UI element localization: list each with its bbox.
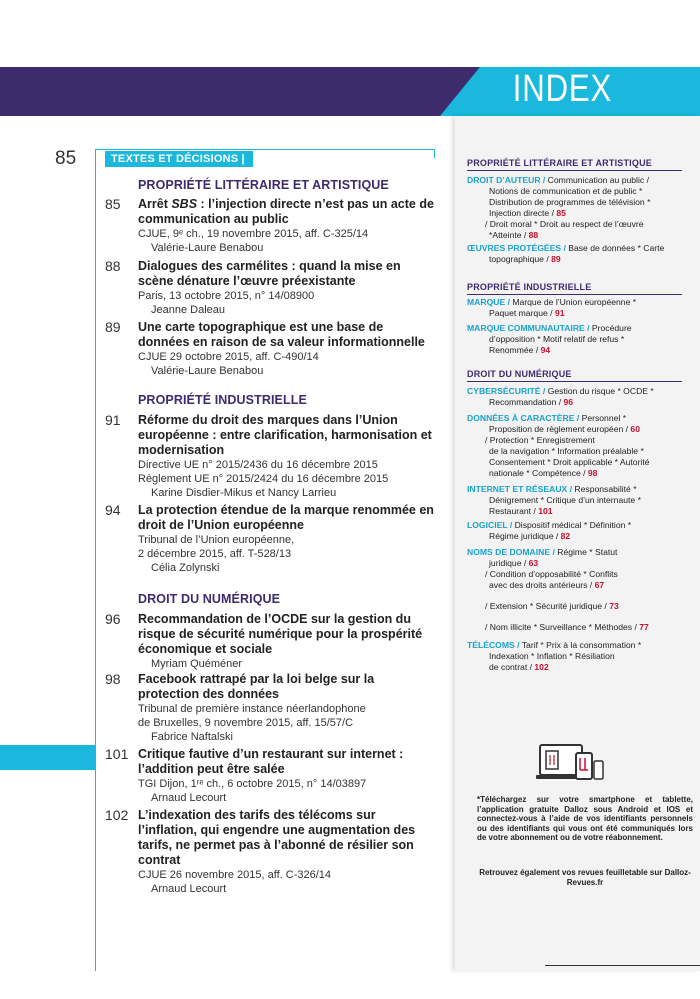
index-divider bbox=[467, 170, 682, 171]
index-keyword[interactable]: TÉLÉCOMS / bbox=[467, 640, 520, 650]
entry-title: Réforme du droit des marques dans l’Union européenne : entre clarification, harmonisation et modernisation bbox=[138, 413, 432, 457]
entry-ref: CJUE, 9ᵉ ch., 19 novembre 2015, aff. C-325/14 bbox=[138, 228, 369, 240]
index-page[interactable]: 67 bbox=[594, 580, 605, 590]
index-keyword[interactable]: DONNÉES À CARACTÈRE / bbox=[467, 413, 580, 423]
index-text: *Atteinte / bbox=[489, 230, 527, 240]
index-keyword[interactable]: INTERNET ET RÉSEAUX / bbox=[467, 484, 573, 494]
index-page[interactable]: 94 bbox=[540, 345, 551, 355]
toc-entry[interactable] bbox=[138, 413, 438, 500]
index-entry bbox=[467, 520, 689, 542]
index-text: juridique / bbox=[489, 558, 527, 568]
index-text: Indexation * Inflation * Résiliation bbox=[489, 651, 615, 661]
toc-entry[interactable] bbox=[138, 503, 438, 575]
index-keyword[interactable]: CYBERSÉCURITÉ / bbox=[467, 386, 546, 396]
toc-tag: TEXTES ET DÉCISIONS | bbox=[105, 151, 253, 167]
index-entry bbox=[467, 413, 689, 479]
app-promo-text: *Téléchargez sur votre smartphone et tablette, l’application gratuite Dalloz sous Android et IOS et connectez-vous à l’aide de vos identifiants personnels ou des identifiants qui vous ont été communiqués lors de votre abonnement ou de votre réabonnement. bbox=[477, 795, 693, 843]
index-page[interactable]: 63 bbox=[528, 558, 539, 568]
entry-ref: Directive UE n° 2015/2436 du 16 décembre 2015 bbox=[138, 459, 378, 471]
entry-title: Dialogues des carmélites : quand la mise en scène dénature l’œuvre préexistante bbox=[138, 259, 401, 288]
index-keyword[interactable]: LOGICIEL / bbox=[467, 520, 513, 530]
index-text: Personnel * bbox=[579, 413, 627, 423]
index-text: Consentement * Droit applicable * Autorité bbox=[489, 457, 650, 467]
index-text: Renommée / bbox=[489, 345, 539, 355]
index-page[interactable]: 88 bbox=[528, 230, 539, 240]
index-entry bbox=[467, 243, 689, 265]
index-entry bbox=[467, 297, 689, 319]
toc-frame-left bbox=[95, 149, 96, 971]
toc-entry[interactable] bbox=[138, 197, 438, 255]
index-text: / Condition d’opposabilité * Conflits bbox=[485, 569, 618, 579]
index-page[interactable]: 102 bbox=[534, 662, 549, 672]
index-text: de la navigation * Information préalable * bbox=[489, 446, 644, 456]
index-page[interactable]: 89 bbox=[551, 254, 561, 264]
entry-title-post: : l’injection directe n’est pas un acte de communication au public bbox=[138, 197, 434, 226]
toc-entry[interactable] bbox=[138, 259, 438, 317]
index-page[interactable]: 73 bbox=[609, 601, 619, 611]
entry-page: 96 bbox=[105, 611, 121, 627]
entry-page: 94 bbox=[105, 502, 121, 518]
toc-entry[interactable] bbox=[138, 612, 438, 671]
index-keyword[interactable]: NOMS DE DOMAINE / bbox=[467, 547, 555, 557]
entry-page: 89 bbox=[105, 319, 121, 335]
entry-page: 88 bbox=[105, 258, 121, 274]
section-title: DROIT DU NUMÉRIQUE bbox=[138, 592, 281, 606]
index-text: topographique / bbox=[489, 254, 549, 264]
toc-entry[interactable] bbox=[138, 747, 438, 805]
bottom-divider bbox=[545, 965, 700, 966]
entry-ref-2: 2 décembre 2015, aff. T-528/13 bbox=[138, 548, 292, 560]
entry-author: Valérie-Laure Benabou bbox=[151, 365, 264, 377]
entry-author: Myriam Quéméner bbox=[151, 658, 243, 670]
entry-title: L’indexation des tarifs des télécoms sur l’inflation, qui engendre une augmentation des tarifs, ne permet pas à l’abonné de résilier son contrat bbox=[138, 808, 416, 867]
index-text: Injection directe / bbox=[489, 208, 554, 218]
index-text: / Extension * Sécurité juridique / bbox=[485, 601, 607, 611]
entry-title: La protection étendue de la marque renommée en droit de l’Union européenne bbox=[138, 503, 434, 532]
index-keyword[interactable]: MARQUE COMMUNAUTAIRE / bbox=[467, 323, 590, 333]
index-keyword[interactable]: ŒUVRES PROTÉGÉES / bbox=[467, 243, 566, 253]
entry-title: Une carte topographique est une base de données en raison de sa valeur informationnelle bbox=[138, 320, 425, 349]
index-text: Tarif * Prix à la consommation * bbox=[519, 640, 642, 650]
entry-page: 91 bbox=[105, 412, 121, 428]
index-text: Distribution de programmes de télévision * bbox=[489, 197, 651, 207]
entry-title-em: SBS bbox=[171, 197, 198, 211]
index-text: Notions de communication et de public * bbox=[489, 186, 643, 196]
index-text: Dispositif médical * Définition * bbox=[512, 520, 632, 530]
revues-promo-text[interactable]: Retrouvez également vos revues feuilletable sur Dalloz-Revues.fr bbox=[479, 868, 691, 887]
entry-author: Valérie-Laure Benabou bbox=[151, 242, 264, 254]
index-heading: DROIT DU NUMÉRIQUE bbox=[467, 369, 572, 379]
entry-author: Karine Disdier-Mikus et Nancy Larrieu bbox=[151, 487, 337, 499]
index-page[interactable]: 98 bbox=[587, 468, 598, 478]
toc-entry[interactable] bbox=[138, 672, 438, 744]
index-entry bbox=[467, 547, 689, 633]
section-title: PROPRIÉTÉ INDUSTRIELLE bbox=[138, 393, 307, 407]
entry-ref-2: de Bruxelles, 9 novembre 2015, aff. 15/57/C bbox=[138, 717, 354, 729]
entry-page: 102 bbox=[105, 807, 129, 823]
entry-ref-2: Règlement UE n° 2015/2424 du 16 décembre 2015 bbox=[138, 473, 389, 485]
entry-ref: CJUE 29 octobre 2015, aff. C-490/14 bbox=[138, 351, 319, 363]
teal-accent-bar bbox=[0, 745, 95, 770]
index-text: nationale * Compétence / bbox=[489, 468, 586, 478]
index-divider bbox=[467, 381, 682, 382]
entry-ref: Tribunal de première instance néerlandophone bbox=[138, 703, 366, 715]
index-text: Régime juridique / bbox=[489, 531, 559, 541]
entry-ref: TGI Dijon, 1ʳᵉ ch., 6 octobre 2015, n° 14/03897 bbox=[138, 778, 367, 790]
entry-title-pre: Arrêt bbox=[138, 197, 172, 211]
section-title: PROPRIÉTÉ LITTÉRAIRE ET ARTISTIQUE bbox=[138, 178, 389, 192]
index-text: Responsabilité * bbox=[572, 484, 637, 494]
index-text: Proposition de règlement européen / bbox=[489, 424, 629, 434]
entry-page: 101 bbox=[105, 746, 129, 762]
entry-author: Arnaud Lecourt bbox=[151, 792, 227, 804]
index-page[interactable]: 60 bbox=[630, 424, 640, 434]
index-page[interactable]: 96 bbox=[563, 397, 574, 407]
index-entry bbox=[467, 640, 689, 673]
index-text: d’opposition * Motif relatif de refus * bbox=[489, 334, 625, 344]
index-text: / Protection * Enregistrement bbox=[485, 435, 595, 445]
index-text: Marque de l’Union européenne * bbox=[509, 297, 637, 307]
entry-author: Jeanne Daleau bbox=[151, 304, 226, 316]
index-entry bbox=[467, 484, 689, 517]
index-text: / Nom illicite * Surveillance * Méthodes / bbox=[485, 622, 637, 632]
index-heading: PROPRIÉTÉ INDUSTRIELLE bbox=[467, 282, 592, 292]
index-text: avec des droits antérieurs / bbox=[489, 580, 593, 590]
index-text: de contrat / bbox=[489, 662, 532, 672]
index-text: Communication au public / bbox=[545, 175, 649, 185]
page-title: INDEX bbox=[512, 68, 612, 110]
index-page[interactable]: 85 bbox=[556, 208, 566, 218]
index-text: / Droit moral * Droit au respect de l’œuvre bbox=[485, 219, 644, 229]
index-heading: PROPRIÉTÉ LITTÉRAIRE ET ARTISTIQUE bbox=[467, 158, 652, 168]
index-text: Procédure bbox=[589, 323, 632, 333]
entry-title: Recommandation de l’OCDE sur la gestion du risque de sécurité numérique pour la prospérité économique et sociale bbox=[138, 612, 423, 656]
index-text: Régime * Statut bbox=[554, 547, 618, 557]
index-entry bbox=[467, 323, 689, 356]
index-page[interactable]: 77 bbox=[639, 622, 649, 632]
header-banner-left bbox=[0, 67, 480, 116]
index-keyword[interactable]: MARQUE / bbox=[467, 297, 510, 307]
entry-page: 85 bbox=[105, 196, 121, 212]
index-entry bbox=[467, 386, 689, 408]
entry-ref: CJUE 26 novembre 2015, aff. C-326/14 bbox=[138, 869, 332, 881]
entry-ref: Tribunal de l’Union européenne, bbox=[138, 534, 295, 546]
index-text: Gestion du risque * OCDE * bbox=[545, 386, 654, 396]
toc-entry[interactable] bbox=[138, 320, 438, 378]
entry-title: Critique fautive d’un restaurant sur internet : l’addition peut être salée bbox=[138, 747, 404, 776]
toc-entry[interactable] bbox=[138, 808, 438, 896]
devices-icon bbox=[536, 743, 606, 783]
index-entry bbox=[467, 175, 689, 241]
index-divider bbox=[467, 294, 682, 295]
index-text: Paquet marque / bbox=[489, 308, 553, 318]
toc-start-page: 85 bbox=[55, 148, 77, 169]
index-text: Recommandation / bbox=[489, 397, 562, 407]
entry-page: 98 bbox=[105, 671, 121, 687]
index-page[interactable]: 82 bbox=[560, 531, 571, 541]
index-text: Restaurant / bbox=[489, 506, 536, 516]
entry-ref: Paris, 13 octobre 2015, n° 14/08900 bbox=[138, 290, 315, 302]
index-page[interactable]: 91 bbox=[554, 308, 565, 318]
entry-author: Arnaud Lecourt bbox=[151, 883, 227, 895]
index-page[interactable]: 101 bbox=[538, 506, 553, 516]
entry-author: Célia Zolynski bbox=[151, 562, 220, 574]
entry-title: Facebook rattrapé par la loi belge sur la protection des données bbox=[138, 672, 375, 701]
index-text: Base de données * Carte bbox=[565, 243, 665, 253]
entry-author: Fabrice Naftalski bbox=[151, 731, 233, 743]
index-text: Dénigrement * Critique d’un internaute * bbox=[489, 495, 641, 505]
index-keyword[interactable]: DROIT D’AUTEUR / bbox=[467, 175, 546, 185]
